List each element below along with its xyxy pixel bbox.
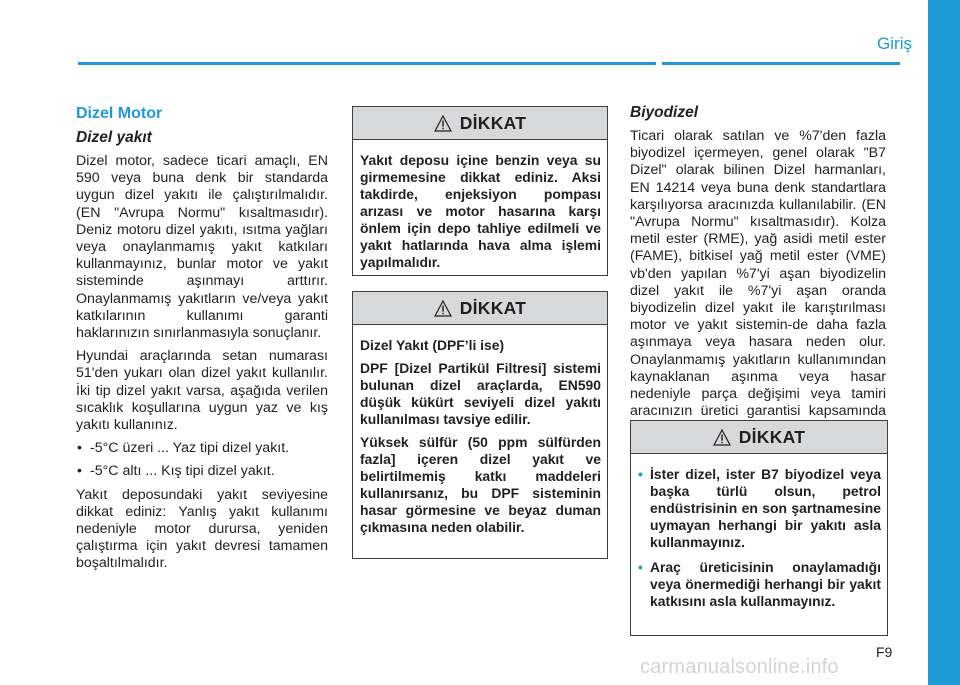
watermark: carmanualsonline.info — [640, 656, 839, 678]
side-accent-bar — [928, 0, 960, 685]
warning-triangle-icon — [434, 115, 452, 132]
paragraph: Ticari olarak satılan ve %7'den fazla biyodizel içermeyen, genel olarak "B7 Dizel" olarak bilinen Dizel harmanları, EN 14214 veya buna denk standartlara karşılıyorsa aracınızda kullanılabilir. (EN "Avrupa Normu" kısaltmasıdır). Kolza metil ester (RME), yağ asidi metil ester (FAME), bitkisel yağ metil ester (VME) vb'den yapılan %7'yi aşan biyodizelin dizel yakıt ile %7'yi aşan oranda biyodizelin dizel yakıt ile karıştırılması motor ve yakıt sistemin-de daha fazla aşınmaya veya hasara neden olur. Onaylanmamış yakıtların kullanımından kaynaklanan aşınma veya hasar nedeniyle parça değişimi veya tamiri aracınızın üretici garantisi kapsamında — [630, 128, 886, 420]
caution-box — [352, 106, 608, 276]
list-item: • -5°C üzeri ... Yaz tipi dizel yakıt. — [76, 440, 328, 457]
chapter-title: Giriş — [877, 34, 912, 53]
temperature-list — [76, 440, 328, 480]
paragraph: Yakıt deposundaki yakıt seviyesine dikkat ediniz: Yanlış yakıt kullanımı nedeniyle motor durursa, yeniden çalıştırma için yakıt devresi tamamen boşaltılmalıdır. — [76, 486, 328, 572]
caution-text: Yakıt deposu içine benzin veya su girmemesine dikkat ediniz. Aksi takdirde, enjeksiyon pompası arızası ve motor hasarına karşı önlem için depo tahliye edilmeli ve yakıt hatlarında hava alma işlemi yapılmalıdır. — [360, 152, 601, 270]
caution-body — [631, 454, 887, 626]
caution-list — [638, 466, 881, 610]
caution-header — [353, 107, 607, 140]
caution-header — [631, 421, 887, 454]
list-item: • İster dizel, ister B7 biyodizel veya başka türlü olsun, petrol endüstrisinin en son şartnamesine uymayan herhangi bir yakıtı asla kullanmayınız. — [638, 466, 881, 551]
caution-label: DİKKAT — [459, 297, 527, 318]
caution-title: Dizel Yakıt (DPF’li ise) — [360, 337, 505, 353]
list-item: • Araç üreticisinin onaylamadığı veya önermediği herhangi bir yakıt katkısını asla kullanmayınız. — [638, 559, 881, 610]
paragraph: Dizel motor, sadece ticari amaçlı, EN 590 veya buna denk bir standarda uygun dizel yakıtı ile çalıştırılmalıdır. (EN "Avrupa Normu" kısaltmasıdır). Deniz motoru dizel yakıtı, ısıtma yağları veya onaylanmamış yakıt katkıları kullanmayınız, bunlar motor ve yakıt sisteminde aşınmayı arttırır. Onaylanmamış yakıtların ve/veya yakıt katkılarının kullanımı garanti haklarınızın sınırlanmasıyla sonuçlanır. — [76, 153, 328, 342]
page-number: F9 — [876, 644, 893, 660]
right-column — [630, 104, 886, 444]
list-item: • -5°C altı ... Kış tipi dizel yakıt. — [76, 463, 328, 480]
header-rule-right — [662, 62, 900, 65]
header-rule-left — [78, 62, 656, 65]
subsection-title: Dizel yakıt — [76, 129, 152, 146]
section-title: Dizel Motor — [76, 105, 163, 122]
left-column — [76, 104, 328, 579]
caution-body — [353, 325, 607, 550]
caution-label: DİKKAT — [738, 426, 806, 447]
paragraph: Hyundai araçlarında setan numarası 51'den yukarı olan dizel yakıt kullanılır. İki tip dizel yakıt varsa, aşağıda verilen sıcaklık koşullarına uygun yaz ve kış yakıtı kullanınız. — [76, 348, 328, 434]
caution-box — [352, 291, 608, 559]
caution-text: Yüksek sülfür (50 ppm sülfürden fazla] içeren dizel yakıt ve belirtilmemiş katkı maddeleri kullanırsanız, bu DPF sisteminin hasar görmesine ve beyaz duman çıkmasına neden olabilir. — [360, 434, 601, 535]
subsection-title: Biyodizel — [630, 104, 699, 121]
caution-text: DPF [Dizel Partikül Filtresi] sistemi bulunan dizel araçlarda, EN590 düşük kükürt seviyeli dizel yakıtı kullanılması tavsiye edilir. — [360, 360, 601, 427]
warning-triangle-icon — [434, 300, 452, 317]
caution-header — [353, 292, 607, 325]
caution-body — [353, 140, 607, 285]
warning-triangle-icon — [713, 429, 731, 446]
caution-label: DİKKAT — [459, 112, 527, 133]
caution-box — [630, 420, 888, 636]
